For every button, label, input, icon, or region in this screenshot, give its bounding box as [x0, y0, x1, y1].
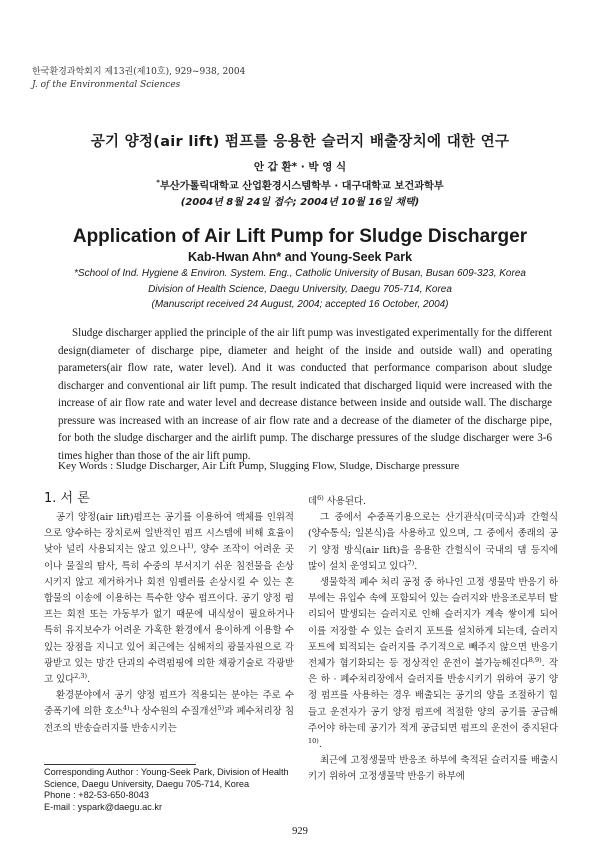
paragraph — [44, 510, 294, 688]
paragraph-text: 환경분야에서 공기 양정 펌프가 적용되는 분야는 주로 수중폭기에 의한 호소 — [44, 690, 294, 718]
left-column — [44, 510, 294, 737]
abstract: Sludge discharger applied the principle of the air lift pump was investigated experimentally for the different design(diameter of discharge pipe, diameter and height of the inside and outside wall) and operating parameters(air flow rate, water level). And it was conducted that performance comparison about sludge discharger and conventional air lift pump. The result indicated that discharged liquid were increased with the increase of air flow rate and water level and decrease distance between inside and outside wall. The discharge pressure was increased with an increase of air flow rate and a decrease of the diameter of the discharge pipe, for both the sludge discharger and the airlift pump. The discharge pressures of the sludge discharger were 3-6 times higher than those of the air lift pump. — [58, 327, 552, 462]
korean-received-dates: (2004년 8월 24일 접수; 2004년 10월 16일 채택) — [180, 197, 420, 208]
english-affiliation — [0, 266, 600, 313]
citation: 5) — [217, 704, 225, 713]
citation: 1) — [186, 542, 194, 551]
paragraph-text: 데 — [308, 496, 318, 507]
paragraph-text: 최근에 고정생물막 반응조 하부에 축적된 슬러지를 배출시키기 위하여 고정생물막 반응기 하부에 — [308, 755, 558, 783]
paragraph-text: . 작은 하 · 폐수처리장에서 슬러지를 반송시키기 위하여 공기 양정 펌프를 사용하는 경우 배출되는 공기의 양을 조절하기 힘들고 운전자가 공기 양정 펌프에 적절한 양의 공기를 공급해주어야 하는데 공기가 적게 공급되면 펌프의 운전이 중지된다 — [308, 658, 558, 734]
paragraph — [44, 688, 294, 737]
paragraph-text: . — [414, 560, 418, 572]
english-authors: Kab-Hwan Ahn* and Young-Seek Park — [187, 250, 413, 264]
paragraph — [308, 510, 558, 575]
paragraph — [308, 575, 558, 753]
english-affiliation-line2: Division of Health Science, Daegu University, Daegu 705-714, Korea — [148, 283, 452, 295]
journal-line-ko: 한국환경과학회지 제13권(제10호), 929~938, 2004 — [32, 67, 246, 77]
section-heading-introduction: 1. 서 론 — [44, 491, 90, 506]
citation: 8,9) — [528, 655, 542, 664]
footnote-line: Corresponding Author : Young-Seek Park, Division of Health — [44, 767, 289, 777]
paragraph-text: 사용된다. — [323, 496, 366, 507]
paragraph — [308, 494, 558, 510]
korean-title: 공기 양정(air lift) 펌프를 응용한 슬러지 배출장치에 대한 연구 — [90, 134, 510, 150]
english-affiliation-line1: *School of Ind. Hygiene & Environ. System. Eng., Catholic University of Busan, Busan 609-323, Korea — [74, 268, 526, 279]
paragraph-text: . — [318, 739, 322, 751]
footnote-email: E-mail : yspark@daegu.ac.kr — [44, 801, 163, 812]
paragraph-text: 생물학적 폐수 처리 공정 중 하나인 고정 생물막 반응기 하부에는 유입수 속에 포함되어 있는 슬러지와 반응조로부터 탈리되어 발생되는 슬러지로 인해 슬러지가 계속 쌓이게 되어 이를 저장할 수 있는 슬러지 포트를 설치하게 되는데, 슬러지 포트에 퇴적되는 슬러지를 주기적으로 빼주지 않으면 반응기 전체가 혐기화되는 등 정상적인 운전이 불가능해진다 — [308, 577, 558, 670]
citation: 6) — [317, 493, 324, 502]
paragraph-text: , 양수 조작이 어려운 곳이나 물질의 탐사, 특히 수중의 부서지기 쉬운 침전물을 손상시키지 않고 제거하거나 회전 임펠러를 손상시킬 수 있는 혼합물의 이송에 이용하는 특수한 양수 펌프이다. 공기 양정 펌프는 회전 또는 가동부가 없기 때문에 내식성이 필요하거나 특히 유지보수가 어려운 가혹한 환경에서 용이하게 이용할 수 있는 장점을 지니고 있어 최근에는 심해저의 광물자원으로 각광받고 있는 망간 단괴의 수력펌핑에 의한 채광기술로 각광받고 있다 — [44, 544, 294, 686]
paragraph — [308, 753, 558, 785]
page-number: 929 — [292, 826, 308, 837]
footnote-phone: Phone : +82-53-650-8043 — [44, 790, 149, 800]
journal-line-en: J. of the Environmental Sciences — [32, 80, 181, 90]
right-column — [308, 494, 558, 786]
citation: 7) — [407, 558, 415, 567]
paragraph-text: 과 폐수처리장 침전조의 반송슬러지를 반송시키는 — [44, 706, 294, 734]
paragraph-text: . — [87, 674, 91, 686]
korean-affiliation-text: 부산가톨릭대학교 산업환경시스템학부 · 대구대학교 보건과학부 — [159, 181, 444, 192]
citation: 10) — [308, 736, 319, 745]
manuscript-dates: (Manuscript received 24 August, 2004; accepted 16 October, 2004) — [151, 299, 449, 310]
korean-authors: 안 갑 환* · 박 영 식 — [253, 161, 347, 173]
journal-info — [32, 66, 245, 92]
citation: 2,3) — [74, 671, 88, 680]
english-title: Application of Air Lift Pump for Sludge Discharger — [72, 226, 528, 247]
affiliation-mark: * — [156, 178, 160, 187]
korean-affiliation — [0, 177, 600, 192]
paragraph-text: 그 중에서 수중폭기용으로는 산기관식(미국식)과 간헐식(양수통식; 일본식)을 사용하고 있으며, 그 중에서 종래의 공기 양정 방식(air lift)을 응용한 간헐식이 국내의 댐 등지에 많이 설치 운영되고 있다 — [308, 512, 558, 572]
footnote-line: Science, Daegu University, Daegu 705-714, Korea — [44, 778, 250, 789]
citation: 4) — [122, 704, 130, 713]
keywords: Key Words : Sludge Discharger, Air Lift Pump, Slugging Flow, Sludge, Discharge pressure — [58, 460, 460, 472]
corresponding-author-footnote — [44, 767, 294, 813]
footnote-divider — [44, 764, 196, 765]
paragraph-text: 공기 양정(air lift)펌프는 공기를 이용하여 액체를 인위적으로 양수하는 장치로써 일반적인 펌프 시스템에 비해 효율이 낮아 널리 사용되지는 않고 있으나 — [44, 512, 294, 556]
paragraph-text: 나 상수원의 수질개선 — [129, 706, 218, 718]
